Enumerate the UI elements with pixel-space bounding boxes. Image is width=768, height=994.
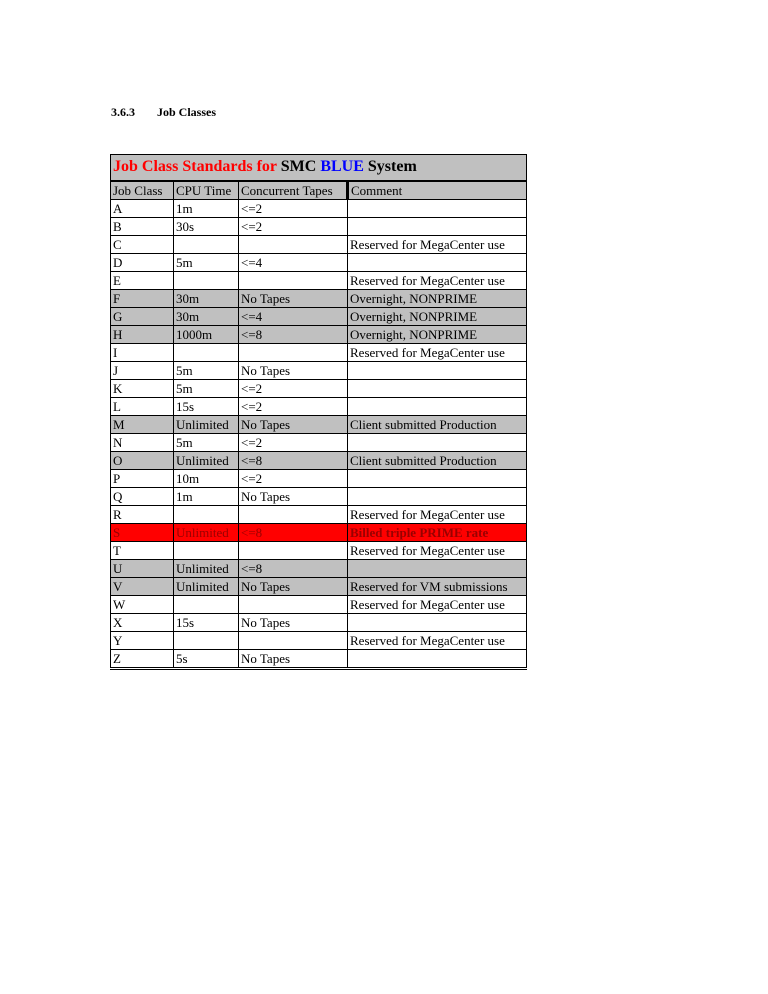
cell-cpu-time	[174, 236, 239, 254]
table-row	[111, 488, 527, 506]
cell-concurrent-tapes: No Tapes	[239, 650, 348, 669]
cell-job-class: C	[111, 236, 174, 254]
cell-concurrent-tapes	[239, 344, 348, 362]
cell-job-class: I	[111, 344, 174, 362]
cell-job-class: X	[111, 614, 174, 632]
table-title-part-red: Job Class Standards for	[113, 158, 277, 175]
table-row	[111, 452, 527, 470]
header-job-class: Job Class	[111, 181, 174, 200]
cell-job-class: H	[111, 326, 174, 344]
cell-concurrent-tapes	[239, 506, 348, 524]
cell-concurrent-tapes	[239, 632, 348, 650]
cell-comment	[348, 218, 527, 236]
cell-cpu-time	[174, 272, 239, 290]
table-row	[111, 362, 527, 380]
table-row	[111, 614, 527, 632]
cell-job-class: G	[111, 308, 174, 326]
cell-cpu-time: 1m	[174, 200, 239, 218]
cell-cpu-time: 5s	[174, 650, 239, 669]
cell-concurrent-tapes: <=2	[239, 218, 348, 236]
cell-job-class: W	[111, 596, 174, 614]
cell-cpu-time: 1m	[174, 488, 239, 506]
cell-comment: Reserved for MegaCenter use	[348, 506, 527, 524]
table-row	[111, 254, 527, 272]
table-row	[111, 398, 527, 416]
table-row	[111, 506, 527, 524]
header-cpu-time: CPU Time	[174, 181, 239, 200]
cell-comment: Client submitted Production	[348, 416, 527, 434]
cell-comment	[348, 470, 527, 488]
cell-cpu-time	[174, 344, 239, 362]
cell-cpu-time: Unlimited	[174, 452, 239, 470]
table-body	[111, 200, 527, 669]
header-concurrent-tapes: Concurrent Tapes	[239, 181, 348, 200]
table-row	[111, 236, 527, 254]
cell-comment: Overnight, NONPRIME	[348, 290, 527, 308]
cell-comment: Reserved for MegaCenter use	[348, 632, 527, 650]
cell-concurrent-tapes: <=8	[239, 560, 348, 578]
section-heading	[111, 105, 216, 120]
cell-job-class: T	[111, 542, 174, 560]
cell-comment	[348, 650, 527, 669]
cell-job-class: A	[111, 200, 174, 218]
cell-comment: Reserved for MegaCenter use	[348, 272, 527, 290]
table-row	[111, 470, 527, 488]
cell-comment	[348, 380, 527, 398]
cell-comment: Reserved for MegaCenter use	[348, 542, 527, 560]
cell-comment	[348, 398, 527, 416]
cell-cpu-time: 10m	[174, 470, 239, 488]
cell-comment: Client submitted Production	[348, 452, 527, 470]
cell-comment: Reserved for MegaCenter use	[348, 596, 527, 614]
table-row	[111, 524, 527, 542]
cell-cpu-time: 30m	[174, 290, 239, 308]
cell-job-class: Q	[111, 488, 174, 506]
cell-concurrent-tapes: <=2	[239, 470, 348, 488]
cell-comment	[348, 614, 527, 632]
cell-cpu-time	[174, 632, 239, 650]
cell-cpu-time: Unlimited	[174, 578, 239, 596]
cell-job-class: D	[111, 254, 174, 272]
table-row	[111, 632, 527, 650]
cell-concurrent-tapes: <=8	[239, 452, 348, 470]
table-title-part-smc: SMC	[280, 158, 317, 175]
table-title-row	[111, 155, 527, 182]
cell-job-class: F	[111, 290, 174, 308]
cell-comment: Overnight, NONPRIME	[348, 326, 527, 344]
table-row	[111, 578, 527, 596]
cell-job-class: Y	[111, 632, 174, 650]
table-header-row	[111, 181, 527, 200]
table-row	[111, 596, 527, 614]
table-row	[111, 218, 527, 236]
cell-comment	[348, 254, 527, 272]
cell-concurrent-tapes: No Tapes	[239, 416, 348, 434]
header-comment: Comment	[348, 181, 527, 200]
cell-concurrent-tapes: <=4	[239, 308, 348, 326]
cell-job-class: J	[111, 362, 174, 380]
cell-comment: Overnight, NONPRIME	[348, 308, 527, 326]
cell-cpu-time: 5m	[174, 362, 239, 380]
cell-concurrent-tapes	[239, 236, 348, 254]
cell-job-class: P	[111, 470, 174, 488]
cell-concurrent-tapes: <=2	[239, 380, 348, 398]
cell-concurrent-tapes: No Tapes	[239, 290, 348, 308]
cell-concurrent-tapes	[239, 596, 348, 614]
cell-job-class: N	[111, 434, 174, 452]
table-row	[111, 272, 527, 290]
cell-comment	[348, 488, 527, 506]
table-title-part-system: System	[367, 158, 417, 175]
cell-job-class: S	[111, 524, 174, 542]
table-title-part-blue: BLUE	[320, 158, 364, 175]
table-row	[111, 308, 527, 326]
cell-job-class: M	[111, 416, 174, 434]
table-row	[111, 650, 527, 669]
cell-cpu-time: 1000m	[174, 326, 239, 344]
cell-comment: Billed triple PRIME rate	[348, 524, 527, 542]
table-row	[111, 380, 527, 398]
cell-cpu-time: 30s	[174, 218, 239, 236]
table-row	[111, 542, 527, 560]
cell-cpu-time: 30m	[174, 308, 239, 326]
table-row	[111, 434, 527, 452]
cell-concurrent-tapes: <=8	[239, 326, 348, 344]
table-row	[111, 416, 527, 434]
cell-job-class: V	[111, 578, 174, 596]
cell-cpu-time: Unlimited	[174, 524, 239, 542]
table-row	[111, 326, 527, 344]
table-row	[111, 290, 527, 308]
cell-concurrent-tapes: No Tapes	[239, 578, 348, 596]
cell-cpu-time	[174, 542, 239, 560]
cell-job-class: Z	[111, 650, 174, 669]
cell-concurrent-tapes	[239, 272, 348, 290]
cell-comment	[348, 560, 527, 578]
cell-cpu-time	[174, 596, 239, 614]
cell-cpu-time: 5m	[174, 434, 239, 452]
cell-job-class: E	[111, 272, 174, 290]
cell-concurrent-tapes: No Tapes	[239, 614, 348, 632]
cell-comment: Reserved for MegaCenter use	[348, 236, 527, 254]
table-row	[111, 344, 527, 362]
cell-concurrent-tapes: <=2	[239, 434, 348, 452]
cell-concurrent-tapes: <=4	[239, 254, 348, 272]
cell-concurrent-tapes: No Tapes	[239, 362, 348, 380]
cell-cpu-time: Unlimited	[174, 416, 239, 434]
cell-cpu-time: Unlimited	[174, 560, 239, 578]
section-title: Job Classes	[157, 105, 217, 119]
cell-cpu-time	[174, 506, 239, 524]
cell-job-class: K	[111, 380, 174, 398]
cell-concurrent-tapes	[239, 542, 348, 560]
cell-cpu-time: 15s	[174, 398, 239, 416]
table-row	[111, 560, 527, 578]
cell-job-class: U	[111, 560, 174, 578]
table-title	[111, 155, 527, 182]
cell-job-class: L	[111, 398, 174, 416]
cell-job-class: O	[111, 452, 174, 470]
cell-cpu-time: 5m	[174, 254, 239, 272]
cell-cpu-time: 15s	[174, 614, 239, 632]
cell-cpu-time: 5m	[174, 380, 239, 398]
cell-comment	[348, 200, 527, 218]
cell-concurrent-tapes: <=8	[239, 524, 348, 542]
cell-comment	[348, 362, 527, 380]
cell-comment: Reserved for VM submissions	[348, 578, 527, 596]
cell-comment	[348, 434, 527, 452]
cell-concurrent-tapes: <=2	[239, 398, 348, 416]
cell-comment: Reserved for MegaCenter use	[348, 344, 527, 362]
cell-job-class: R	[111, 506, 174, 524]
cell-concurrent-tapes: <=2	[239, 200, 348, 218]
job-class-table	[110, 154, 527, 670]
section-number: 3.6.3	[111, 105, 135, 119]
cell-concurrent-tapes: No Tapes	[239, 488, 348, 506]
cell-job-class: B	[111, 218, 174, 236]
table-row	[111, 200, 527, 218]
